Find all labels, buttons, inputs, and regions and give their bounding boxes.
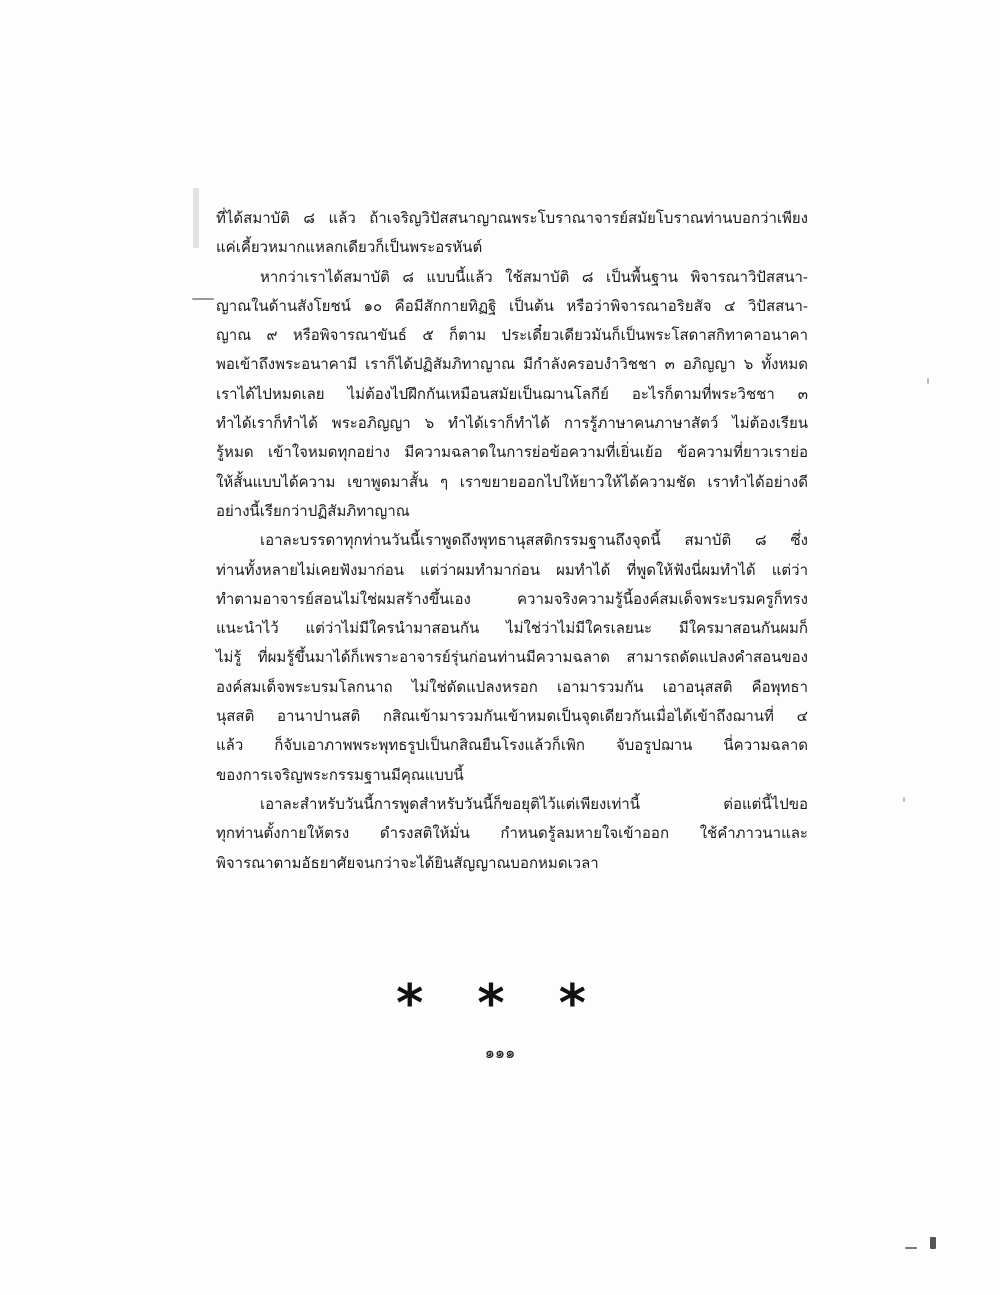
scan-speck xyxy=(927,378,929,384)
scan-speck xyxy=(905,1247,917,1249)
text-line: เราได้ไปหมดเลย ไม่ต้องไปฝึกกันเหมือนสมัยเป็นฌานโลกีย์ อะไรก็ตามที่พระวิชชา ๓ xyxy=(216,384,808,403)
page-number: ๑๑๑ xyxy=(484,1043,516,1062)
scan-speck xyxy=(903,797,905,802)
text-line: ญาณในด้านสังโยชน์ ๑๐ คือมีสักกายทิฏฐิ เป็นต้น หรือว่าพิจารณาอริยสัจ ๔ วิปัสสนา- xyxy=(216,296,808,315)
text-line: พอเข้าถึงพระอนาคามี เราก็ได้ปฏิสัมภิทาญาณ มีกำลังครอบงำวิชชา ๓ อภิญญา ๖ ทั้งหมด xyxy=(216,355,808,374)
paragraph-3 xyxy=(216,526,808,790)
body-text xyxy=(216,204,808,878)
text-line: ญาณ ๙ หรือพิจารณาขันธ์ ๕ ก็ตาม ประเดี๋ยวเดียวมันก็เป็นพระโสดาสกิทาคาอนาคา xyxy=(216,326,808,345)
paragraph-4 xyxy=(216,790,808,878)
text-line: ทุกท่านตั้งกายให้ตรง ดำรงสติให้มั่น กำหนดรู้ลมหายใจเข้าออก ใช้คำภาวนาและ xyxy=(216,824,808,843)
text-line: แล้ว ก็จับเอาภาพพระพุทธรูปเป็นกสิณยืนโรงแล้วก็เพิก จับอรูปฌาน นี่ความฉลาด xyxy=(216,736,808,755)
text-line: องค์สมเด็จพระบรมโลกนาถ ไม่ใช่ดัดแปลงหรอก เอามารวมกัน เอาอนุสสติ คือพุทธา xyxy=(216,677,808,696)
paragraph-2 xyxy=(216,263,808,527)
text-line: เอาละสำหรับวันนี้การพูดสำหรับวันนี้ก็ขอยุติไว้แต่เพียงเท่านี้ ต่อแต่นี้ไปขอ xyxy=(260,794,808,813)
text-line: อย่างนี้เรียกว่าปฏิสัมภิทาญาณ xyxy=(216,501,410,520)
text-line: ของการเจริญพระกรรมฐานมีคุณแบบนี้ xyxy=(216,765,464,784)
paragraph-1 xyxy=(216,204,808,263)
text-line: ที่ได้สมาบัติ ๘ แล้ว ถ้าเจริญวิปัสสนาญาณพระโบราณาจารย์สมัยโบราณท่านบอกว่าเพียง xyxy=(216,209,808,227)
text-line: รู้หมด เข้าใจหมดทุกอย่าง มีความฉลาดในการย่อข้อความที่เยิ่นเย้อ ข้อความที่ยาวเราย่อ xyxy=(216,443,808,462)
text-line: แค่เคี้ยวหมากแหลกเดียวก็เป็นพระอรหันต์ xyxy=(216,238,483,257)
text-line: แนะนำไว้ แต่ว่าไม่มีใครนำมาสอนกัน ไม่ใช่ว่าไม่มีใครเลยนะ มีใครมาสอนกันผมก็ xyxy=(216,619,808,638)
text-line: ทำได้เราก็ทำได้ พระอภิญญา ๖ ทำได้เราก็ทำได้ การรู้ภาษาคนภาษาสัตว์ ไม่ต้องเรียน xyxy=(216,414,808,433)
text-line: ทำตามอาจารย์สอนไม่ใช่ผมสร้างขึ้นเอง ความจริงความรู้นี้องค์สมเด็จพระบรมครูก็ทรง xyxy=(216,589,808,608)
text-line: ท่านทั้งหลายไม่เคยฟังมาก่อน แต่ว่าผมทำมาก่อน ผมทำได้ ที่พูดให้ฟังนี่ผมทำได้ แต่ว่า xyxy=(216,560,808,579)
section-separator: * * * xyxy=(396,974,604,1034)
text-line: เอาละบรรดาทุกท่านวันนี้เราพูดถึงพุทธานุสสติกรรมฐานถึงจุดนี้ สมาบัติ ๘ ซึ่ง xyxy=(260,531,808,550)
scan-speck xyxy=(930,1237,936,1249)
text-line: ให้สั้นแบบได้ความ เขาพูดมาสั้น ๆ เราขยายออกไปให้ยาวให้ได้ความชัด เราทำได้อย่างดี xyxy=(216,472,808,491)
text-line: พิจารณาตามอัธยาศัยจนกว่าจะได้ยินสัญญาณบอกหมดเวลา xyxy=(216,853,599,872)
text-line: ไม่รู้ ที่ผมรู้ขึ้นมาได้ก็เพราะอาจารย์รุ่นก่อนท่านมีความฉลาด สามารถดัดแปลงคำสอนของ xyxy=(216,648,808,667)
scan-speck xyxy=(193,188,199,248)
text-line: นุสสติ อานาปานสติ กสิณเข้ามารวมกันเข้าหมดเป็นจุดเดียวกันเมื่อได้เข้าถึงฌานที่ ๔ xyxy=(216,707,808,726)
scan-speck xyxy=(192,298,214,300)
text-line: หากว่าเราได้สมาบัติ ๘ แบบนี้แล้ว ใช้สมาบัติ ๘ เป็นพื้นฐาน พิจารณาวิปัสสนา- xyxy=(260,267,808,286)
